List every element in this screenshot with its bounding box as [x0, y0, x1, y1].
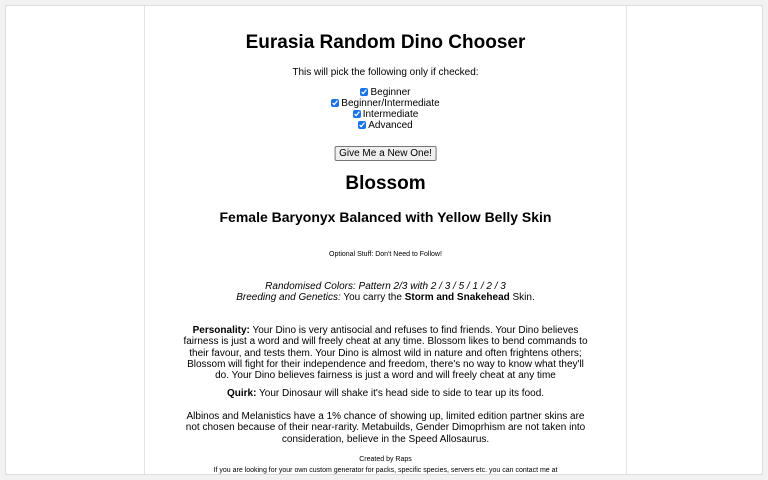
- personality-text: [181, 325, 590, 381]
- breeding-text: [145, 292, 626, 303]
- albino-note: Albinos and Melanistics have a 1% chance of showing up, limited edition partner skins are not chosen because of their near-rarity. Metabuilds, Gender Dimoprhism are not taken into consideration, believe in the Speed Allosaurus.: [185, 411, 586, 445]
- contact-text: If you are looking for your own custom generator for packs, specific species, servers etc. you can contact me at: [213, 467, 558, 474]
- randomised-section: [145, 281, 626, 303]
- checkbox-advanced[interactable]: [358, 121, 366, 129]
- optional-note: Optional Stuff: Don't Need to Follow!: [329, 251, 442, 258]
- colors-text: Randomised Colors: Pattern 2/3 with 2 / 3 / 5 / 1 / 2 / 3: [265, 281, 506, 292]
- page-title: Eurasia Random Dino Chooser: [245, 32, 526, 53]
- option-beginner[interactable]: [145, 87, 626, 98]
- breeding-label: Breeding and Genetics:: [236, 292, 341, 303]
- page-frame: [5, 5, 763, 475]
- option-label: Intermediate: [362, 109, 419, 120]
- option-intermediate[interactable]: [145, 109, 626, 120]
- quirk-label: Quirk:: [226, 388, 257, 399]
- dino-name: Blossom: [345, 173, 426, 194]
- breeding-skin: Storm and Snakehead: [404, 292, 510, 303]
- option-advanced[interactable]: [145, 120, 626, 131]
- option-label: Beginner/Intermediate: [341, 98, 440, 109]
- intro-text: This will pick the following only if checked:: [292, 67, 479, 78]
- checkbox-beginner[interactable]: [360, 88, 368, 96]
- new-dino-button[interactable]: Give Me a New One!: [334, 146, 437, 161]
- checkbox-intermediate[interactable]: [353, 110, 361, 118]
- personality-label: Personality:: [192, 325, 250, 336]
- credit-text: Created by Raps: [359, 456, 412, 463]
- option-label: Advanced: [368, 120, 413, 131]
- quirk-body: Your Dinosaur will shake it's head side to side to tear up its food.: [256, 388, 545, 399]
- content-column: [144, 5, 627, 475]
- option-label: Beginner: [370, 87, 411, 98]
- option-beginner-intermediate[interactable]: [145, 98, 626, 109]
- personality-body: Your Dino is very antisocial and refuses to find friends. Your Dino believes fairness is just a word and will freely cheat at any time. Blossom likes to bend commands to their favour, and tests them. Your Dino is almost wild in nature and often frightens others; Blossom will fight for their independence and freedom, there's no way to know what they'll do. Your Dino believes fairness is just a word and will freely cheat at any time: [183, 325, 588, 382]
- breeding-pre: You carry the: [340, 292, 405, 303]
- difficulty-checkboxes: [145, 87, 626, 131]
- checkbox-beginner-intermediate[interactable]: [331, 99, 339, 107]
- breeding-post: Skin.: [509, 292, 535, 303]
- quirk-text: [145, 388, 626, 399]
- dino-description: Female Baryonyx Balanced with Yellow Belly Skin: [219, 209, 552, 225]
